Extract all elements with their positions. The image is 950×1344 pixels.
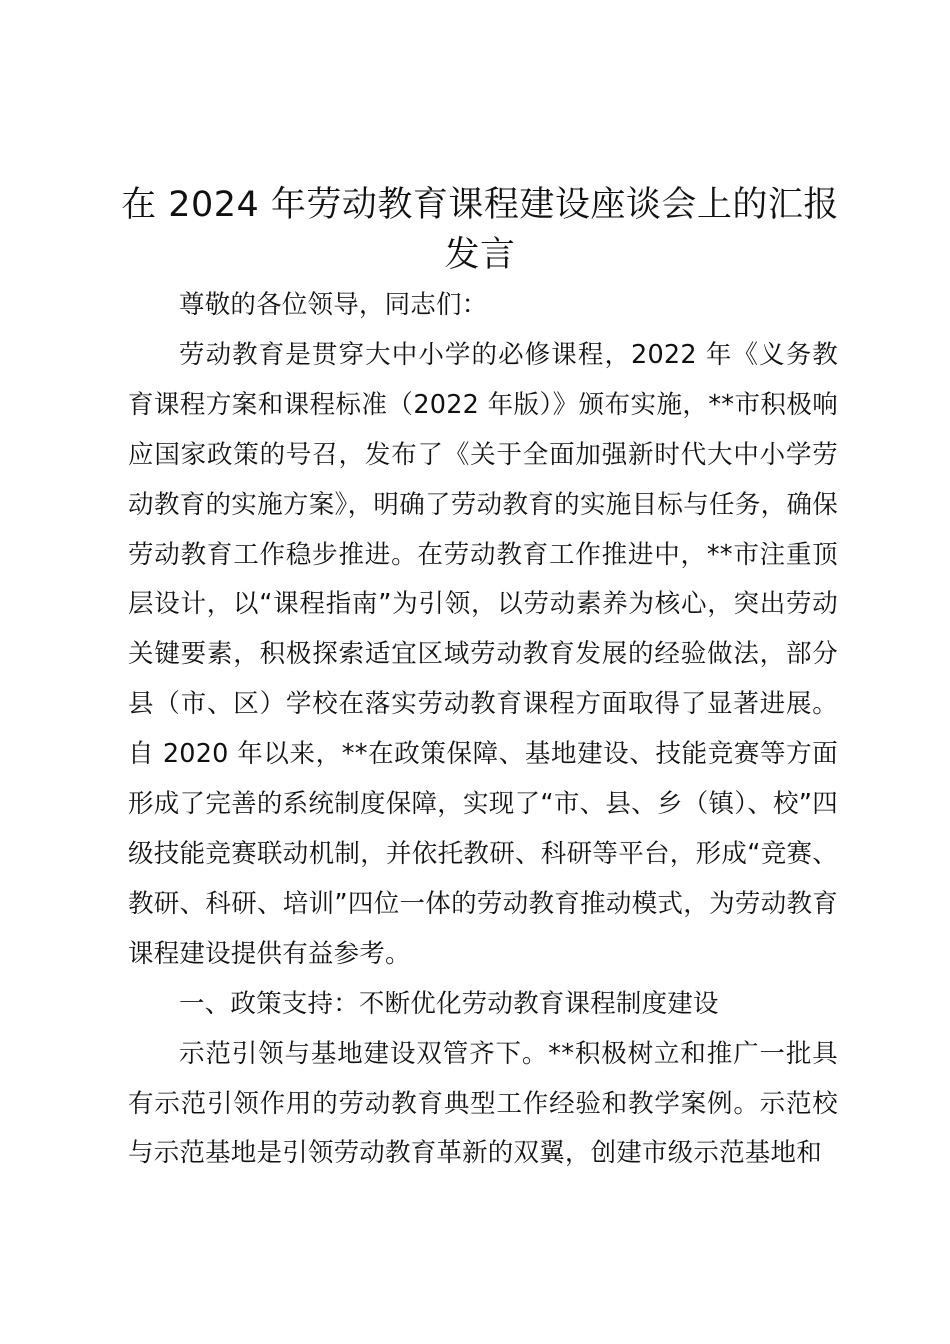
paragraph-demonstration: 示范引领与基地建设双管齐下。**积极树立和推广一批具有示范引领作用的劳动教育典型工作经验和教学案例。示范校与示范基地是引领劳动教育革新的双翼，创建市级示范基地和 <box>128 1038 838 1169</box>
salutation: 尊敬的各位领导，同志们： <box>179 290 488 320</box>
document-body <box>128 281 838 1179</box>
document-title: 在 2024 年劳动教育课程建设座谈会上的汇报发言 <box>121 185 839 275</box>
paragraph-intro: 劳动教育是贯穿大中小学的必修课程，2022 年《义务教育课程方案和课程标准（2022 年版）》颁布实施，**市积极响应国家政策的号召，发布了《关于全面加强新时代大中小学劳动教育的实施方案》，明确了劳动教育的实施目标与任务，确保劳动教育工作稳步推进。在劳动教育工作推进中，**市注重顶层设计，以“课程指南”为引领，以劳动素养为核心，突出劳动关键要素，积极探索适宜区域劳动教育发展的经验做法，部分县（市、区）学校在落实劳动教育课程方面取得了显著进展。自 2020 年以来，**在政策保障、基地建设、技能竞赛等方面形成了完善的系统制度保障，实现了“市、县、乡（镇）、校”四级技能竞赛联动机制，并依托教研、科研等平台，形成“竞赛、教研、科研、培训”四位一体的劳动教育推动模式，为劳动教育课程建设提供有益参考。 <box>128 339 838 969</box>
section-heading: 一、政策支持：不断优化劳动教育课程制度建设 <box>179 988 719 1019</box>
